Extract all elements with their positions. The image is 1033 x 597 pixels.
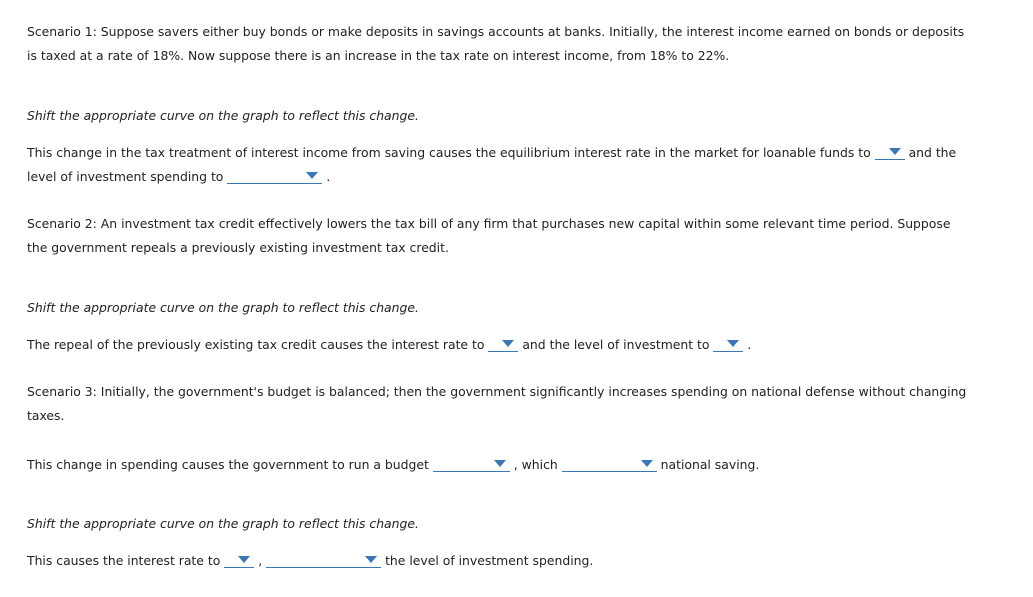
- scenario2-interest-rate-dropdown[interactable]: [488, 336, 518, 352]
- scenario1-question-text-1: This change in the tax treatment of interest income from saving causes the equilibrium interest rate in the market for loanable funds to: [27, 145, 871, 160]
- scenario3-question2-line: [27, 552, 593, 568]
- dropdown-arrow-icon: [727, 340, 739, 347]
- scenario1-text-line2: is taxed at a rate of 18%. Now suppose there is an increase in the tax rate on interest income, from 18% to 22%.: [27, 48, 730, 63]
- scenario2-instruction: Shift the appropriate curve on the graph to reflect this change.: [27, 300, 419, 315]
- scenario2-text-line1: Scenario 2: An investment tax credit effectively lowers the tax bill of any firm that purchases new capital within some relevant time period. Suppose: [27, 216, 951, 231]
- scenario3-investment-dropdown[interactable]: [266, 552, 381, 568]
- scenario3-question1-text-2: , which: [513, 457, 558, 472]
- scenario2-question-end: .: [747, 337, 752, 352]
- scenario3-question1-text-1: This change in spending causes the government to run a budget: [27, 457, 429, 472]
- scenario2-question-line: [27, 336, 751, 352]
- dropdown-arrow-icon: [306, 172, 318, 179]
- scenario1-investment-dropdown[interactable]: [227, 168, 322, 184]
- scenario3-question2-text-3: the level of investment spending.: [385, 553, 594, 568]
- scenario1-question-line2: [27, 168, 330, 184]
- scenario3-text-line2: taxes.: [27, 408, 65, 423]
- scenario3-text-line1: Scenario 3: Initially, the government's budget is balanced; then the government significantly increases spending on national defense without changing: [27, 384, 967, 399]
- scenario1-question-text-3: level of investment spending to: [27, 169, 224, 184]
- scenario1-question-line1: [27, 144, 956, 160]
- dropdown-arrow-icon: [641, 460, 653, 467]
- scenario2-text-line2: the government repeals a previously existing investment tax credit.: [27, 240, 449, 255]
- dropdown-arrow-icon: [494, 460, 506, 467]
- scenario1-interest-rate-dropdown[interactable]: [875, 144, 905, 160]
- dropdown-arrow-icon: [365, 556, 377, 563]
- scenario3-instruction: Shift the appropriate curve on the graph to reflect this change.: [27, 516, 419, 531]
- scenario3-national-saving-dropdown[interactable]: [562, 456, 657, 472]
- scenario2-question-text-2: and the level of investment to: [522, 337, 710, 352]
- scenario1-text-line1: Scenario 1: Suppose savers either buy bonds or make deposits in savings accounts at banks. Initially, the interest income earned on bonds or deposits: [27, 24, 965, 39]
- scenario3-budget-dropdown[interactable]: [433, 456, 510, 472]
- scenario3-interest-rate-dropdown[interactable]: [224, 552, 254, 568]
- scenario3-question2-text-1: This causes the interest rate to: [27, 553, 221, 568]
- dropdown-arrow-icon: [238, 556, 250, 563]
- dropdown-arrow-icon: [502, 340, 514, 347]
- scenario3-question1-text-3: national saving.: [660, 457, 760, 472]
- scenario2-investment-dropdown[interactable]: [713, 336, 743, 352]
- dropdown-arrow-icon: [889, 148, 901, 155]
- scenario2-question-text-1: The repeal of the previously existing tax credit causes the interest rate to: [27, 337, 485, 352]
- scenario3-question2-text-2: ,: [258, 553, 263, 568]
- scenario1-question-text-2: and the: [908, 145, 957, 160]
- scenario3-question1-line: [27, 456, 759, 472]
- scenario1-question-end: .: [326, 169, 331, 184]
- scenario1-instruction: Shift the appropriate curve on the graph to reflect this change.: [27, 108, 419, 123]
